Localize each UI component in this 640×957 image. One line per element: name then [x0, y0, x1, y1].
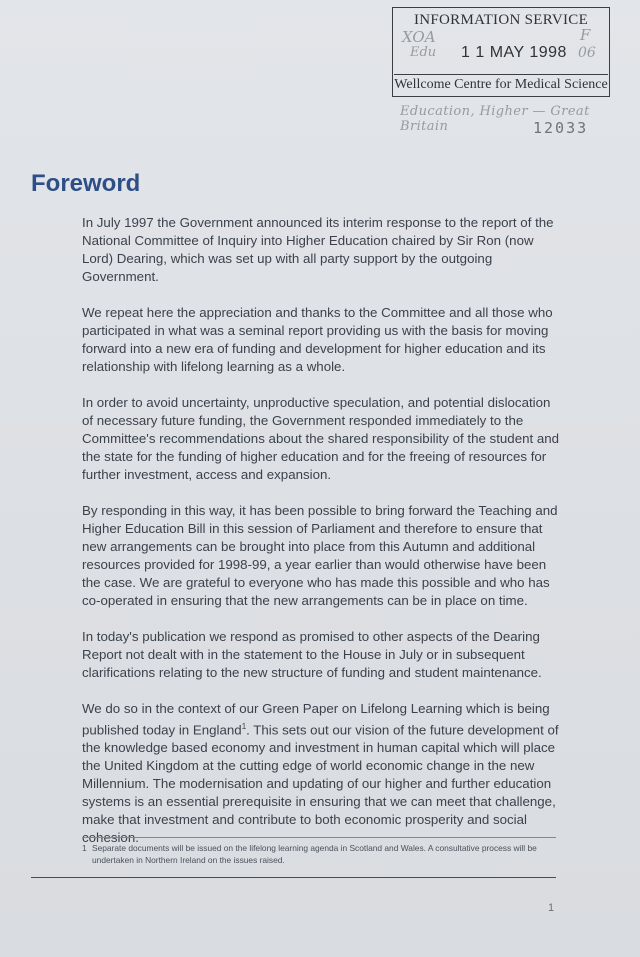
footnote [82, 842, 556, 866]
paragraph: In order to avoid uncertainty, unproductive speculation, and potential dislocation of necessary future funding, the Government responded immediately to the Committee's recommendations about the shared responsibility of the student and the state for the funding of higher education and for the freeing of resources for further investment, access and expansion. [82, 395, 560, 482]
footnote-text: Separate documents will be issued on the lifelong learning agenda in Scotland and Wales. A consultative process will be undertaken in Northern Ireland on the issues raised. [92, 843, 537, 865]
footnote-number: 1 [82, 843, 87, 853]
handwritten-subject: Education, Higher — Great Britain [400, 104, 590, 134]
stamp-title: INFORMATION SERVICE [413, 12, 589, 28]
bottom-rule [31, 877, 556, 878]
paragraph: By responding in this way, it has been possible to bring forward the Teaching and Higher Education Bill in this session of Parliament and therefore to ensure that new arrangements can be brought into place from this Autumn and additional resources provided for 1998-99, a year earlier than would otherwise have been the case. We are grateful to everyone who has made this possible and who has co-operated in ensuring that the new arrangements can be in place on time. [82, 503, 558, 608]
footnote-reference: 1 [241, 722, 247, 731]
handwritten-code-mid: Edu [410, 45, 437, 60]
accession-number: 12033 [533, 119, 589, 137]
paragraph: In July 1997 the Government announced its interim response to the report of the National Committee of Inquiry into Higher Education chaired by Sir Ron (now Lord) Dearing, which was set up with all party support by the outgoing Government. [82, 215, 554, 284]
stamp-footer: Wellcome Centre for Medical Science [394, 74, 608, 95]
footnote-divider [82, 837, 556, 838]
stamp-date: 1 1 MAY 1998 [461, 44, 567, 61]
paragraph: In today's publication we respond as promised to other aspects of the Dearing Report not dealt with in the statement to the House in July or in subsequent clarifications relating to the new structure of funding and student maintenance. [82, 629, 542, 680]
page-number: 1 [548, 902, 555, 914]
paragraph-text: . This sets out our vision of the future development of the knowledge based economy and investment in human capital which will place the United Kingdom at the cutting edge of world economic change in the new Millennium. The modernisation and updating of our higher and further education systems is an essential prerequisite in ensuring that we can meet that challenge, make that investment and contribute to both economic prosperity and social cohesion. [82, 722, 559, 846]
paragraph: We repeat here the appreciation and thanks to the Committee and all those who participated in what was a seminal report providing us with the basis for moving forward into a new era of funding and development for higher education and its relationship with lifelong learning as a whole. [82, 305, 553, 374]
handwritten-shelf-number: 06 [578, 45, 596, 61]
handwritten-shelf-letter: F [580, 26, 591, 44]
foreword-body [82, 214, 562, 865]
paragraph-text: We do so in the context of our Green Paper on Lifelong Learning which is being published today in England [82, 701, 550, 738]
page-title: Foreword [31, 170, 141, 197]
paragraph-last [82, 700, 562, 847]
handwritten-code-top: XOA [402, 28, 436, 46]
